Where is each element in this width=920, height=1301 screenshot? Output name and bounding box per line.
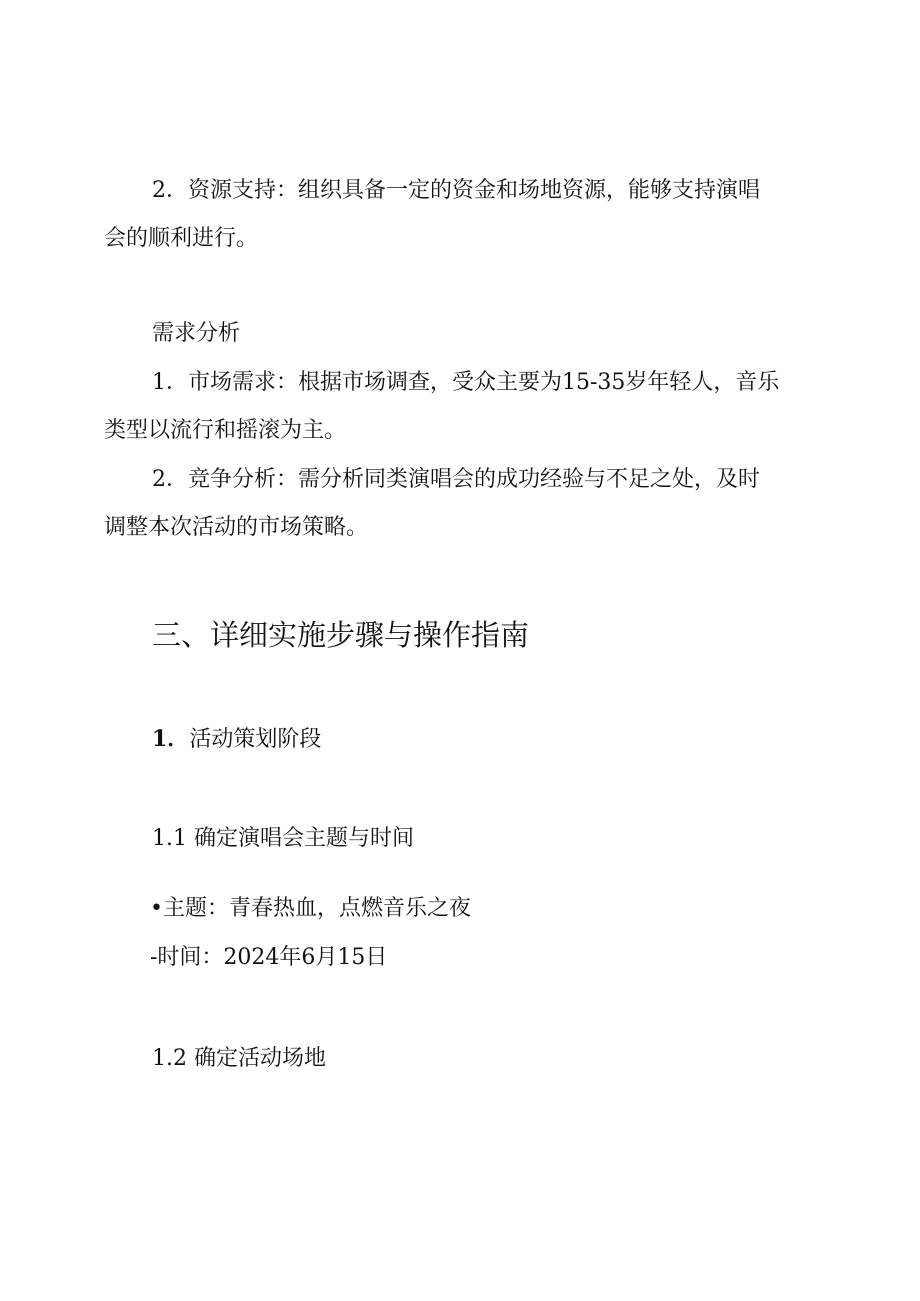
stage-number: 1． — [152, 726, 190, 752]
item-heading-theme-time: 1.1 确定演唱会主题与时间 — [152, 826, 414, 851]
section-title: 三、详细实施步骤与操作指南 — [152, 618, 530, 652]
bullet-theme: •主题：青春热血，点燃音乐之夜 — [150, 896, 471, 921]
paragraph-line: 调整本次活动的市场策略。 — [104, 515, 369, 540]
bullet-time: -时间：2024年6月15日 — [150, 945, 388, 970]
paragraph-line: 2．资源支持：组织具备一定的资金和场地资源，能够支持演唱 — [152, 178, 760, 203]
stage-heading — [152, 715, 321, 764]
paragraph-line: 类型以流行和摇滚为主。 — [104, 418, 347, 443]
paragraph-line: 2．竞争分析：需分析同类演唱会的成功经验与不足之处，及时 — [152, 467, 760, 492]
paragraph-market-demand — [104, 359, 800, 455]
paragraph-resource-support — [104, 167, 800, 263]
paragraph-line: 会的顺利进行。 — [104, 226, 259, 251]
paragraph-line: 1．市场需求：根据市场调查，受众主要为15-35岁年轻人，音乐 — [152, 370, 780, 395]
stage-label: 活动策划阶段 — [189, 727, 322, 752]
demand-analysis-title: 需求分析 — [152, 321, 241, 346]
paragraph-competition-analysis — [104, 456, 800, 552]
item-heading-venue: 1.2 确定活动场地 — [152, 1046, 326, 1071]
